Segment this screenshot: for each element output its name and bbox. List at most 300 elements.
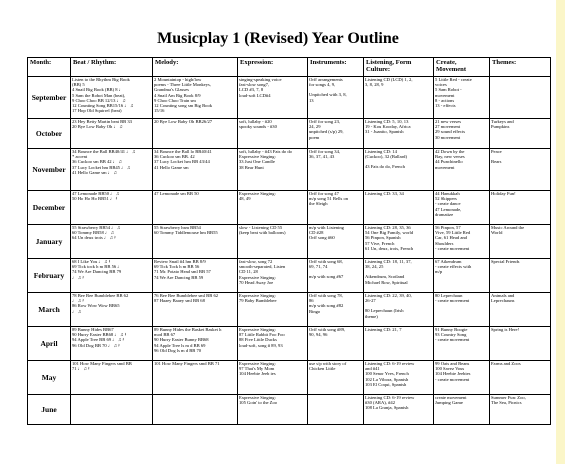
melody-cell xyxy=(153,77,238,119)
cell-line: 17 Hop Old Squirrel (beat) xyxy=(72,108,122,114)
beat-rhythm-cell xyxy=(71,225,153,259)
cell-line: Orff for song 47 xyxy=(309,191,339,196)
month-cell: June xyxy=(28,395,71,425)
cell-line: 13 - effects xyxy=(435,103,456,109)
melody-cell xyxy=(153,293,238,327)
background-stripe xyxy=(556,0,565,464)
cell-line: 80 Leprechaun xyxy=(435,293,463,298)
cell-line: 12 Counting song sm Big Book xyxy=(154,103,213,109)
cell-line: 94 Apple Tree ls m d BB 69 xyxy=(154,342,206,348)
month-cell: September xyxy=(28,77,71,119)
table-row xyxy=(28,361,551,395)
cell-line: Listening CD (LCD) 1, 2, xyxy=(365,77,413,82)
beat-rhythm-cell xyxy=(71,259,153,293)
instruments-cell xyxy=(308,225,364,259)
cell-line: Orff for song 34, xyxy=(309,149,341,154)
beat-rhythm-cell xyxy=(71,191,153,225)
cell-line: smooth-separated, Listen xyxy=(239,264,286,270)
create-movement-cell xyxy=(434,327,490,361)
cell-line: 27 movement xyxy=(435,124,461,130)
create-movement-cell xyxy=(434,119,490,149)
cell-line: 20 Bye Low Baby Oh ♩ ♫ xyxy=(72,124,123,130)
cell-line: 42 Down by the xyxy=(435,149,465,154)
table-row xyxy=(28,225,551,259)
cell-line: Listen to the Rhythm Big Book xyxy=(72,77,130,82)
cell-line: 90 Hurry Easter Bunny BB68 xyxy=(154,337,209,343)
cell-line: 69 Tick Tock h m BB 56 xyxy=(154,264,200,270)
beat-rhythm-cell xyxy=(71,327,153,361)
create-movement-cell xyxy=(434,191,490,225)
cell-line: 37 Lucy Locket hm BB45 ♩ ♫ xyxy=(72,164,131,170)
instruments-cell xyxy=(308,149,364,191)
cell-line: 2 Mountaintop - high/low xyxy=(154,77,202,82)
expression-cell xyxy=(238,395,308,425)
cell-line: soft, lullaby - #43 Fais do do xyxy=(239,149,292,154)
cell-line: loud-soft, song # 89, 93 xyxy=(239,342,283,348)
expression-cell xyxy=(238,293,308,327)
melody-cell xyxy=(153,225,238,259)
cell-line: 104 Heebie Jeebies xyxy=(435,371,471,377)
listening-cell xyxy=(364,149,434,191)
cell-line: Summer Fun: Zoo, xyxy=(491,395,526,400)
cell-line: - create movement xyxy=(435,298,470,304)
cell-line: dramatize xyxy=(435,211,454,217)
cell-line: 76 Bee Bee Bumblebee sml BB 62 xyxy=(154,293,219,298)
cell-line: 34 Bounce the Ball BB40/41 ♩ ♫ xyxy=(72,149,136,154)
themes-cell xyxy=(490,259,551,293)
cell-line: - create effects with xyxy=(435,264,472,270)
cell-line: unpitched (s/p) 29, xyxy=(309,129,344,135)
listening-cell xyxy=(364,191,434,225)
cell-line: m/p song 51 Bells on xyxy=(309,196,349,202)
cell-line: 29 sound effects xyxy=(435,129,466,135)
cell-line: fast-slow song7, xyxy=(239,82,270,88)
melody-cell xyxy=(153,259,238,293)
cell-line: 20 Bye Low Baby Oh BB26/27 xyxy=(154,119,213,124)
listening-cell xyxy=(364,361,434,395)
expression-cell xyxy=(238,225,308,259)
cell-line: Expressive Singing: xyxy=(239,361,276,366)
cell-line: - create movement xyxy=(435,337,470,343)
cell-line: 55 Strawberry hsm BB54 xyxy=(154,225,201,230)
instruments-cell xyxy=(308,293,364,327)
cell-line: - create dance xyxy=(435,201,461,207)
beat-rhythm-cell xyxy=(71,395,153,425)
page-title: Musicplay 1 (Revised) Year Outline xyxy=(157,30,399,47)
cell-line: - create movement xyxy=(435,245,470,251)
cell-line: Listening CD: 5, 10, 13 xyxy=(365,119,409,124)
cell-line: CD 11, 28 xyxy=(239,269,258,275)
cell-line: 91 Bunny Boogie xyxy=(435,327,468,332)
cell-line: 41 Hello Game sm xyxy=(154,164,189,170)
cell-line: use s/p with story of xyxy=(309,361,347,366)
cell-line: 9 Choo Choo Train sm xyxy=(154,97,196,103)
cell-line: 54 One Big Family, world xyxy=(365,230,414,236)
themes-cell xyxy=(490,225,551,259)
cell-line: Listening CD: 28, 35, 36 xyxy=(365,225,411,230)
melody-cell xyxy=(153,395,238,425)
cell-line: 89 Bunny Hides BB67 xyxy=(72,327,114,332)
cell-line: 5 Little Red - create xyxy=(435,77,472,82)
header-expression: Expression: xyxy=(238,58,308,77)
cell-line: 9 Choo Choo BB 12/13 ♩ ♫ xyxy=(72,97,126,103)
cell-line: 80 Leprechaun (Irish xyxy=(365,308,404,314)
create-movement-cell xyxy=(434,361,490,395)
cell-line: Orff with song 78, xyxy=(309,293,343,298)
cell-line: 15/16 xyxy=(154,108,165,114)
header-create-movement: Create, Movement xyxy=(434,58,490,77)
cell-line: and #41 xyxy=(365,366,380,372)
month-cell: January xyxy=(28,225,71,259)
cell-line: Expressive Singing: xyxy=(239,395,276,400)
table-row xyxy=(28,293,551,327)
cell-line: Holiday Fun! xyxy=(491,191,516,196)
table-row xyxy=(28,395,551,425)
cell-line: the Sleigh xyxy=(309,201,328,207)
header-beat-rhythm: Beat / Rhythm: xyxy=(71,58,153,77)
cell-line: Orff with song #89, xyxy=(309,327,346,332)
month-cell: February xyxy=(28,259,71,293)
cell-line: 97 That's My Mom xyxy=(239,366,275,372)
cell-line: Jumping Game xyxy=(435,400,463,406)
cell-line: 108 La Granja, Spanish xyxy=(365,405,409,411)
cell-line: 8 - actions xyxy=(435,97,455,103)
cell-line: m/p with song #82 xyxy=(309,303,344,309)
cell-line: 90, 94, 96 xyxy=(309,332,328,338)
cell-line: 67 Aikendrum xyxy=(435,259,462,264)
cell-line: movement xyxy=(435,92,455,98)
expression-cell xyxy=(238,77,308,119)
cell-line: loud-soft LCD#4 xyxy=(239,92,271,98)
cell-line: 47 Lemonade, xyxy=(435,206,462,212)
year-outline-table xyxy=(27,57,551,425)
header-row xyxy=(28,58,551,77)
expression-cell xyxy=(238,191,308,225)
header-instruments: Instruments: xyxy=(308,58,364,77)
cell-line: Leprechauns xyxy=(491,298,515,304)
month-cell: November xyxy=(28,149,71,191)
cell-line: 21 new verses xyxy=(435,119,462,124)
listening-cell xyxy=(364,225,434,259)
cell-line: 71 ♩ ♫ 𝄽 xyxy=(72,366,90,372)
cell-line: 100 Savez Vous xyxy=(435,366,465,372)
cell-line: 94 Apple Tree BB 69 ♩ ♫ 𝄽 xyxy=(72,337,124,343)
table-row xyxy=(28,259,551,293)
cell-line: poems - Three Little Monkeys, xyxy=(154,82,211,88)
cell-line: (keep beat with balloons) xyxy=(239,230,286,236)
cell-line: 38, 24, 25 xyxy=(365,264,384,270)
cell-line: 93 Country Song xyxy=(435,332,467,338)
cell-line: 52 Skippers xyxy=(435,196,457,202)
cell-line: Expressive Singing: xyxy=(239,293,276,298)
cell-line: ♩ ♫ 𝄽 xyxy=(72,298,84,304)
expression-cell xyxy=(238,259,308,293)
themes-cell xyxy=(490,77,551,119)
cell-line: CD #28 xyxy=(309,230,324,236)
cell-line: Peace xyxy=(491,149,502,154)
cell-line: The Sea, Picnics xyxy=(491,400,522,406)
cell-line: 34 Bounce the Ball lo BB40/41 xyxy=(154,149,212,154)
month-cell: May xyxy=(28,361,71,395)
cell-line: for songs 4, 9, xyxy=(309,82,336,88)
cell-line: 44 Punchinello xyxy=(435,159,463,165)
melody-cell xyxy=(153,327,238,361)
cell-line: 99 Oats and Beans xyxy=(435,361,470,366)
instruments-cell xyxy=(308,119,364,149)
cell-line: spooky sounds - #30 xyxy=(239,124,277,130)
cell-line: 87 Little Rabbit Foo Foo xyxy=(239,332,285,338)
instruments-cell xyxy=(308,77,364,119)
cell-line: 41 Hello Game sm ♩ ♫ xyxy=(72,169,117,175)
cell-line: Listening CD: 21, 7 xyxy=(365,327,402,332)
cell-line: - create movement xyxy=(435,376,470,382)
cell-line: Listening CD: 18, 11, 37, xyxy=(365,259,412,264)
cell-line: Expressive Singing: xyxy=(239,154,276,160)
cell-line: Pumpkins xyxy=(491,124,510,130)
expression-cell xyxy=(238,119,308,149)
themes-cell xyxy=(490,149,551,191)
cell-line: 100 Senor Yves, French xyxy=(365,371,409,377)
cell-line: 78 Bee Bee Bumblebee BB 62 xyxy=(72,293,129,298)
cell-line: 44 Hanukkah xyxy=(435,191,460,196)
cell-line: create movement xyxy=(435,395,467,400)
cell-line: Orff with song 68, xyxy=(309,259,343,264)
cell-line: * accent xyxy=(72,154,88,160)
cell-line: (BB) 5 xyxy=(72,82,85,88)
listening-cell xyxy=(364,293,434,327)
cell-line: 86 Row Wow Wow BB65 xyxy=(72,303,120,309)
listening-cell xyxy=(364,327,434,361)
cell-line: LCD #3, 7, 8 xyxy=(239,87,264,93)
cell-line: 96 Old Dog BB 70 ♩ ♫ 𝄽 xyxy=(72,342,120,348)
themes-cell xyxy=(490,361,551,395)
beat-rhythm-cell xyxy=(71,77,153,119)
cell-line: m/p with Listening xyxy=(309,225,344,230)
cell-line: 103 El Coqui, Spanish xyxy=(365,381,407,387)
month-cell: April xyxy=(28,327,71,361)
cell-line: 4 Snail Big Book (BB) 8 ♩ xyxy=(72,87,124,93)
cell-line: ♩ ♫ 𝄽 xyxy=(72,274,84,280)
cell-line: 69, 71, 74 xyxy=(309,264,328,270)
cell-line: 3, 8, 28, 9 xyxy=(365,82,384,88)
cell-line: 57 Vive, French xyxy=(365,240,395,246)
cell-line: slow - Listening CD 55 xyxy=(239,225,283,230)
cell-line: 60 Tommy Tiddlemouse hm BB55 xyxy=(154,230,218,236)
cell-line: 71 Mr. Potato Head sml BB 57 xyxy=(154,269,211,275)
cell-line: 102 La Vibora, Spanish xyxy=(365,376,409,382)
cell-line: Car, 61 Head and xyxy=(435,235,467,241)
themes-cell xyxy=(490,191,551,225)
cell-line: World xyxy=(491,230,503,236)
cell-line: mod BB 67 xyxy=(154,332,176,338)
table-row xyxy=(28,149,551,191)
cell-line: voices xyxy=(435,82,447,88)
cell-line: movement xyxy=(435,164,455,170)
expression-cell xyxy=(238,361,308,395)
cell-line: Grandma's Glasses xyxy=(154,87,189,93)
instruments-cell xyxy=(308,259,364,293)
cell-line: Orff song #60 xyxy=(309,235,335,241)
themes-cell xyxy=(490,119,551,149)
header-listening: Listening, Form Culture: xyxy=(364,58,434,77)
month-cell: March xyxy=(28,293,71,327)
listening-cell xyxy=(364,119,434,149)
cell-line: 55 Strawberry BB54 ♩ ♫ xyxy=(72,225,121,230)
create-movement-cell xyxy=(434,77,490,119)
cell-line: 101 How Many Fingers smd BB xyxy=(72,361,132,366)
cell-line: Turkeys and xyxy=(491,119,514,124)
table-row xyxy=(28,327,551,361)
month-cell: October xyxy=(28,119,71,149)
melody-cell xyxy=(153,361,238,395)
cell-line: ♩ ♫ xyxy=(72,308,82,314)
cell-line: Bingo xyxy=(309,308,321,314)
cell-line: 36 Cuckoo sm BB 42 ♩ ♫ xyxy=(72,159,122,165)
cell-line: Listening CD: 22, 39, 40, xyxy=(365,293,412,298)
create-movement-cell xyxy=(434,293,490,327)
cell-line: 96 Old Dog ls m d BB 70 xyxy=(154,347,202,353)
table-row xyxy=(28,191,551,225)
expression-cell xyxy=(238,149,308,191)
cell-line: 31 - Juanito, Spanish xyxy=(365,129,404,135)
beat-rhythm-cell xyxy=(71,149,153,191)
instruments-cell xyxy=(308,361,364,395)
cell-line: Expressive Singing: xyxy=(239,191,276,196)
beat-rhythm-cell xyxy=(71,361,153,395)
cell-line: 13 xyxy=(309,97,314,103)
cell-line: 79 Baby Bumblebee xyxy=(239,298,277,304)
cell-line: 47 Lemonade sm BB 50 xyxy=(154,191,199,196)
cell-line: 43 Fais do do, French xyxy=(365,164,405,170)
cell-line: Listening CD: 6-19 review xyxy=(365,361,415,366)
melody-cell xyxy=(153,119,238,149)
cell-line: Bay, new verses xyxy=(435,154,465,160)
cell-line: 74 We Are Dancing BB 79 xyxy=(72,269,122,275)
cell-line: fast-slow, song 72 xyxy=(239,259,273,264)
cell-line: soft, lullaby - #20 xyxy=(239,119,272,124)
cell-line: Michael Row, Spiritual xyxy=(365,279,408,285)
melody-cell xyxy=(153,191,238,225)
header-themes: Themes: xyxy=(490,58,551,77)
cell-line: Aikendrum, Scotland xyxy=(365,274,405,280)
cell-line: 90 Hurry Easter BB68 ♩ ♫ 𝄽 xyxy=(72,332,127,338)
cell-line: 64 Un deux trois ♩ ♫ 𝄽 xyxy=(72,235,116,241)
cell-line: theme) xyxy=(365,313,378,319)
cell-line: Listening CD: 33, 34 xyxy=(365,191,404,196)
create-movement-cell xyxy=(434,395,490,425)
cell-line: 68 I Like You ♩ ♫ 𝄽 xyxy=(72,259,111,264)
melody-cell xyxy=(153,149,238,191)
cell-line: 47 Lemonade BB50 ♩ ♫ xyxy=(72,191,120,196)
cell-line: 19 - Kou Kooday, Africa xyxy=(365,124,411,130)
cell-line: 4 Snail Am Big Book 8/9 xyxy=(154,92,201,98)
cell-line: 70 Head Away Joe xyxy=(239,279,274,285)
cell-line: m/p xyxy=(435,269,443,275)
cell-line: 26-27 xyxy=(365,298,376,304)
create-movement-cell xyxy=(434,225,490,259)
table-row xyxy=(28,77,551,119)
create-movement-cell xyxy=(434,149,490,191)
listening-cell xyxy=(364,259,434,293)
cell-line: (Cuckoo), 32 (Ballard) xyxy=(365,154,407,160)
header-melody: Melody: xyxy=(153,58,238,77)
cell-line: Farms and Zoos xyxy=(491,361,521,366)
cell-line: 74 We Are Dancing BB 59 xyxy=(154,274,204,280)
cell-line: Expressive Singing: xyxy=(239,327,276,332)
beat-rhythm-cell xyxy=(71,119,153,149)
cell-line: Special Friends xyxy=(491,259,520,264)
cell-line: Bears xyxy=(491,159,502,165)
cell-line: 36 Cuckoo sm BB. 42 xyxy=(154,154,195,160)
cell-line: 5 Sam Robot - xyxy=(435,87,462,93)
themes-cell xyxy=(490,395,551,425)
cell-line: Review Snail #4 hm BB 8/9 xyxy=(154,259,206,264)
cell-line: 24, 29 xyxy=(309,124,321,130)
cell-line: Listening CD: 14 xyxy=(365,149,397,154)
cell-line: 88 Five Little Ducks xyxy=(239,337,277,343)
cell-line: #30 (ARA), #42 xyxy=(365,400,395,406)
cell-line: singing-speaking voice xyxy=(239,77,282,82)
cell-line: 56 Pinpon, Spanish xyxy=(365,235,401,241)
cell-line: m/p with song #67 xyxy=(309,274,344,280)
cell-line: 38 Bear Hunt xyxy=(239,164,264,170)
cell-line: Vive, 59 Little Red xyxy=(435,230,471,236)
header-month: Month: xyxy=(28,58,71,77)
cell-line: 50 Ho Ho Ho BB51 ♩ 𝄽 xyxy=(72,196,118,202)
create-movement-cell xyxy=(434,259,490,293)
cell-line: Orff for song 23, xyxy=(309,119,341,124)
cell-line: 36, 37, 41, 43 xyxy=(309,154,335,160)
cell-line: 30 movement xyxy=(435,134,461,140)
cell-line: 105 Goin' to the Zoo xyxy=(239,400,278,406)
cell-line: 56 Pinpon, 57 xyxy=(435,225,461,230)
cell-line: 87 Haaey Baaey sml BB 68 xyxy=(154,298,205,304)
cell-line: Music Around the xyxy=(491,225,525,230)
instruments-cell xyxy=(308,327,364,361)
themes-cell xyxy=(490,327,551,361)
cell-line: 69 Tick tock h m BB 56 ♩ xyxy=(72,264,122,270)
cell-line: 23 Hey Betty Martin beat BB 33 xyxy=(72,119,132,124)
cell-line: 60 Tommy BB58 ♩ ♫ xyxy=(72,230,115,236)
cell-line: 37 Lucy Locket lsm BB 43/44 xyxy=(154,159,210,165)
cell-line: 86 xyxy=(309,298,314,304)
cell-line: 5 Sam the Robot Man (beat), xyxy=(72,92,126,98)
cell-line: 48, 49 xyxy=(239,196,251,202)
instruments-cell xyxy=(308,395,364,425)
cell-line: 33 Just One Candle xyxy=(239,159,275,165)
cell-line: 61 Un, deux, trois, French xyxy=(365,245,414,251)
cell-line: Unpitched with 3, 8, xyxy=(309,92,347,98)
table-row xyxy=(28,119,551,149)
listening-cell xyxy=(364,77,434,119)
cell-line: poem xyxy=(309,134,320,140)
cell-line: 89 Bunny Hides the Basket Basket h xyxy=(154,327,222,332)
cell-line: Animals and xyxy=(491,293,515,298)
themes-cell xyxy=(490,293,551,327)
cell-line: 12 Counting Song BB15/16 ♩ ♫ xyxy=(72,103,134,109)
cell-line: Spring is Here! xyxy=(491,327,520,332)
cell-line: 104 Heebie Jeeb ies xyxy=(239,371,276,377)
listening-cell xyxy=(364,395,434,425)
cell-line: Orff arrangements xyxy=(309,77,343,82)
cell-line: Listening CD: 6-19 review xyxy=(365,395,415,400)
cell-line: 101 How Many Fingers smd BB 71 xyxy=(154,361,220,366)
beat-rhythm-cell xyxy=(71,293,153,327)
instruments-cell xyxy=(308,191,364,225)
cell-line: Shoulders xyxy=(435,240,454,246)
cell-line: Chicken Little xyxy=(309,366,336,372)
month-cell: December xyxy=(28,191,71,225)
